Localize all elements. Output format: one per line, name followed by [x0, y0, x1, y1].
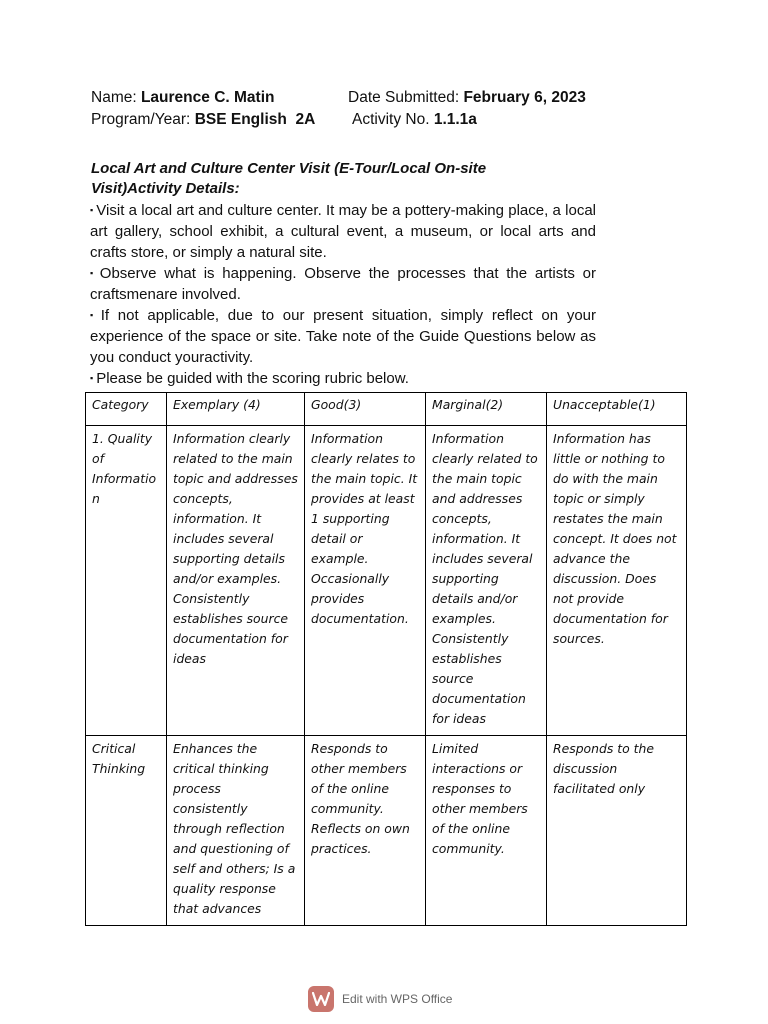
bullet-icon: ▪ — [90, 310, 98, 320]
activity-title: Local Art and Culture Center Visit (E-Tour/Local On-site Visit)Activity Details: — [91, 160, 487, 197]
name-value: Laurence C. Matin — [140, 89, 275, 106]
table-row — [86, 426, 687, 736]
table-cell: Critical Thinking — [86, 736, 167, 926]
bullet-item: ▪ Visit a local art and culture center. It may be a pottery-making place, a local art gallery, school exhibit, a cultural event, a museum, or local arts and crafts store, or simply a natural site. — [90, 202, 596, 261]
wps-logo-icon — [308, 986, 334, 1012]
table-cell: Information clearly relates to the main topic. It provides at least 1 supporting detail or example. Occasionally provides documentation. — [305, 426, 426, 736]
edit-with-wps-badge[interactable] — [308, 985, 452, 1013]
table-header-row — [86, 393, 687, 426]
scoring-rubric-table — [85, 392, 687, 926]
program-label: Program/Year: — [91, 111, 191, 128]
bullet-icon: ▪ — [90, 373, 94, 383]
date-label: Date Submitted: — [348, 89, 460, 106]
table-cell: 1. Quality of Informatio n — [86, 426, 167, 736]
bullet-item: ▪ Observe what is happening. Observe the processes that the artists or craftsmenare involved. — [90, 265, 596, 303]
activity-details — [90, 200, 596, 389]
bullet-item: ▪ Please be guided with the scoring rubric below. — [90, 370, 409, 387]
date-value: February 6, 2023 — [463, 89, 586, 106]
date-line — [348, 88, 586, 108]
activity-label: Activity No. — [352, 111, 430, 128]
bullet-icon: ▪ — [90, 205, 94, 215]
table-cell: Responds to the discussion facilitated only — [547, 736, 687, 926]
header-cell: Marginal(2) — [426, 393, 547, 426]
table-cell: Limited interactions or responses to other members of the online community. — [426, 736, 547, 926]
table-row — [86, 736, 687, 926]
table-cell: Enhances the critical thinking process consistently through reflection and questioning of self and others; Is a quality response that advances — [167, 736, 305, 926]
bullet-item: ▪ If not applicable, due to our present situation, simply reflect on your experience of the space or site. Take note of the Guide Questions below as you conduct youractivity. — [90, 307, 596, 366]
name-label: Name: — [91, 89, 137, 106]
program-line — [91, 110, 315, 130]
header-cell: Good(3) — [305, 393, 426, 426]
header-cell: Exemplary (4) — [167, 393, 305, 426]
program-value: BSE English 2A — [194, 111, 316, 128]
activity-value: 1.1.1a — [433, 111, 477, 128]
table-cell: Information has little or nothing to do with the main topic or simply restates the main concept. It does not advance the discussion. Does not provide documentation for sources. — [547, 426, 687, 736]
header-cell: Unacceptable(1) — [547, 393, 687, 426]
table-cell: Responds to other members of the online community. Reflects on own practices. — [305, 736, 426, 926]
name-line — [91, 88, 274, 108]
table-cell: Information clearly related to the main topic and addresses concepts, information. It includes several supporting details and/or examples. Consistently establishes source documentation for ideas — [426, 426, 547, 736]
header-cell: Category — [86, 393, 167, 426]
bullet-icon: ▪ — [90, 268, 97, 278]
wps-label: Edit with WPS Office — [342, 992, 453, 1006]
table-cell: Information clearly related to the main topic and addresses concepts, information. It includes several supporting details and/or examples. Consistently establishes source documentation for ideas — [167, 426, 305, 736]
activity-line — [352, 110, 477, 130]
